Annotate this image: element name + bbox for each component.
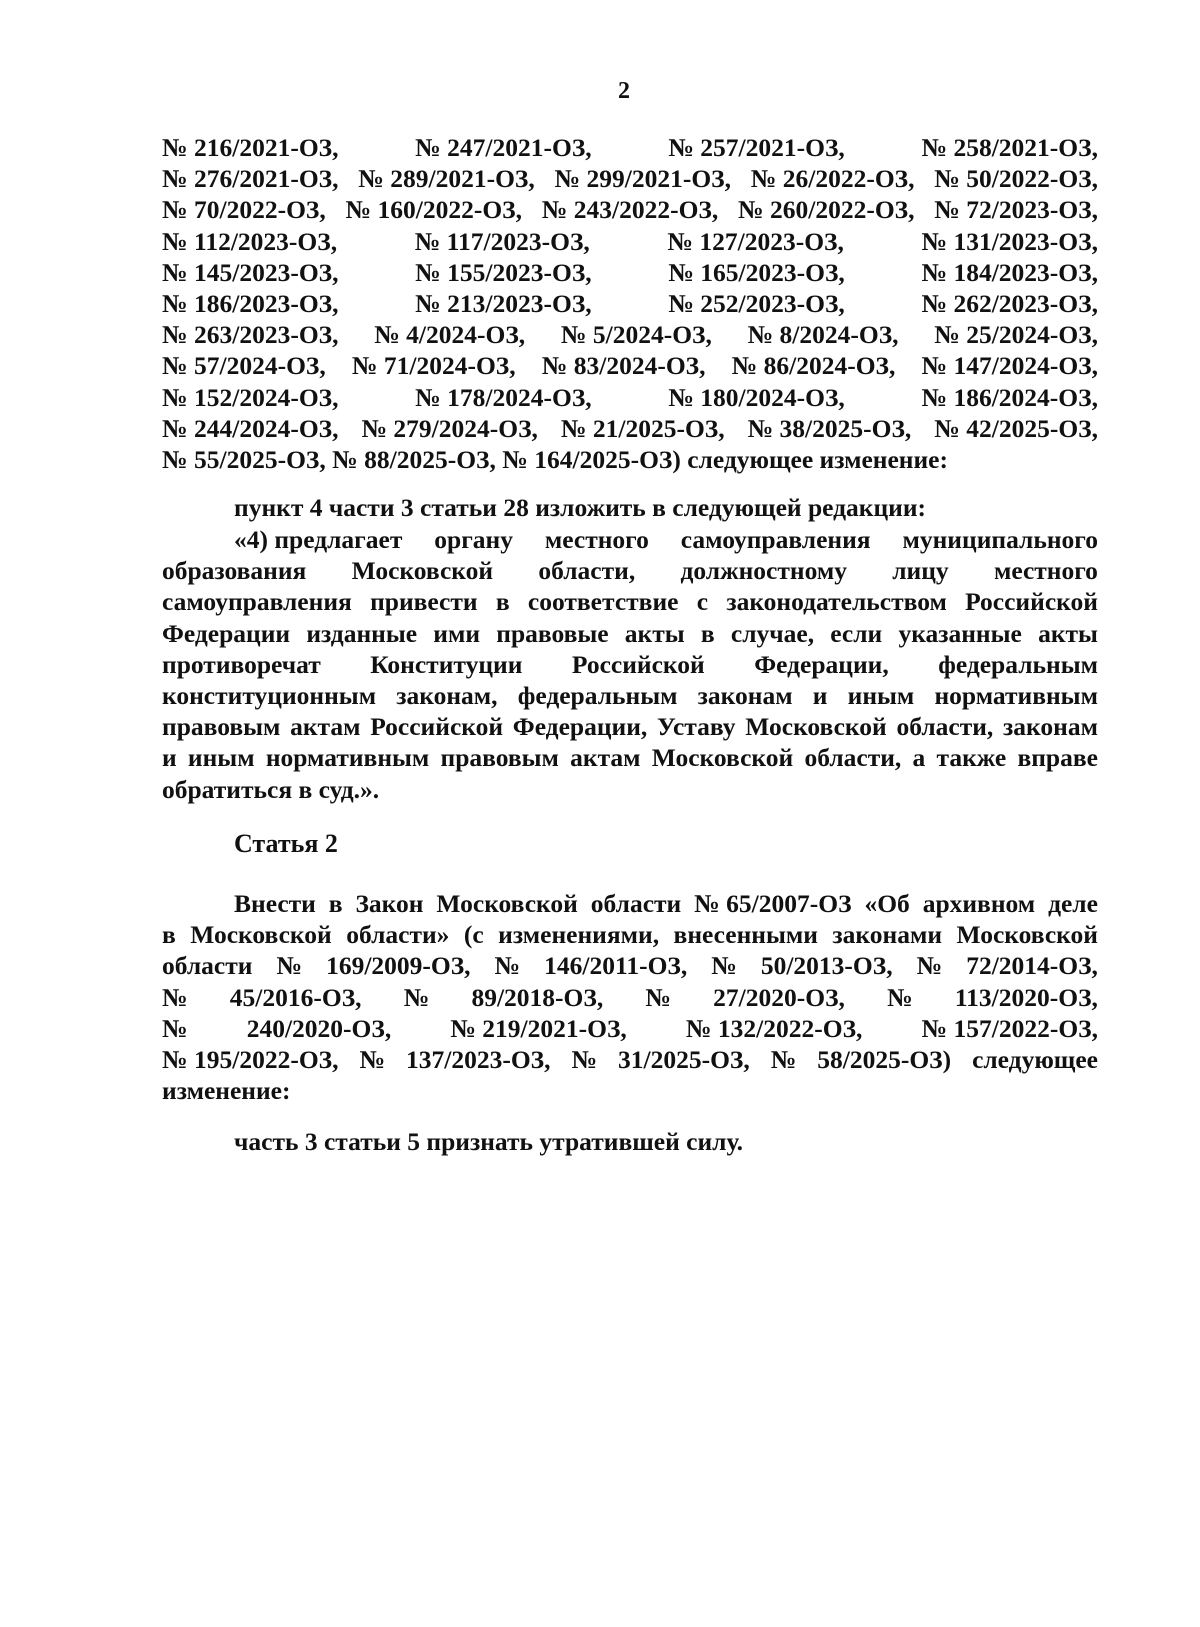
text-token: № 213/2023-ОЗ, (415, 288, 592, 318)
text-token: № (162, 982, 188, 1012)
text-token: самоуправления (680, 525, 871, 554)
text-line-last: обратиться в суд.». (162, 774, 380, 804)
text-token: случае, (730, 618, 815, 648)
text-token: № (571, 1044, 598, 1074)
text-token: Московской (956, 920, 1098, 950)
text-token: № (711, 951, 737, 981)
quoted-new-wording (162, 524, 1098, 805)
text-token: Закон (355, 889, 424, 918)
text-line (162, 618, 1098, 649)
text-token: «4) предлагает (234, 525, 403, 554)
text-token: № 25/2024-ОЗ, (934, 320, 1098, 350)
text-token: № 195/2022-ОЗ, (162, 1044, 339, 1074)
text-line (162, 413, 1098, 444)
text-token: 45/2016-ОЗ, (229, 982, 362, 1012)
text-token: Федерации, (754, 649, 889, 679)
text-token: органу (434, 525, 513, 554)
text-token: № 279/2024-ОЗ, (361, 413, 538, 443)
text-token: № 127/2023-ОЗ, (667, 226, 844, 256)
text-token: (с (463, 920, 484, 950)
text-line (162, 319, 1098, 350)
text-token: 169/2009-ОЗ, (326, 951, 471, 981)
text-token: Московской (651, 743, 794, 773)
text-token: Уставу (657, 712, 736, 742)
text-token: № (403, 982, 430, 1012)
text-token: следующее (972, 1044, 1098, 1074)
text-token: противоречат (162, 649, 321, 679)
text-token: образования (162, 556, 307, 586)
text-token: изданные (306, 618, 418, 648)
text-token: а (912, 743, 926, 773)
text-line (162, 132, 1098, 163)
text-token: 27/2020-ОЗ, (713, 982, 845, 1012)
text-token: лицу (892, 556, 949, 586)
text-token: местного (993, 556, 1098, 586)
text-token: № 21/2025-ОЗ, (560, 413, 725, 443)
text-token: ими (433, 618, 481, 648)
text-token: № (645, 982, 671, 1012)
text-token: иным (187, 743, 255, 773)
text-token: области, (538, 556, 636, 586)
text-line (162, 586, 1098, 617)
text-token: № 186/2024-ОЗ, (921, 382, 1098, 412)
text-token: и (162, 743, 177, 773)
text-token: также (936, 743, 1007, 773)
text-token: правовые (496, 618, 609, 648)
text-token: № 260/2022-ОЗ, (738, 195, 915, 225)
text-line (162, 555, 1098, 586)
text-token: Московской (351, 556, 494, 586)
text-token: нормативным (265, 743, 430, 773)
text-token: муниципального (902, 525, 1098, 554)
text-token: № 180/2024-ОЗ, (668, 382, 845, 412)
text-line (162, 288, 1098, 319)
text-token: в (328, 889, 343, 918)
text-token: № 86/2024-ОЗ, (731, 351, 896, 381)
text-token: самоуправления (162, 587, 352, 617)
text-token: № 65/2007-ОЗ (694, 889, 852, 918)
text-line (162, 382, 1098, 413)
text-token: 89/2018-ОЗ, (471, 982, 604, 1012)
text-token: и (812, 680, 828, 710)
text-token: № 4/2024-ОЗ, (374, 320, 526, 350)
text-token: законам, (396, 680, 498, 710)
text-token: Российской (571, 649, 705, 679)
text-token: нормативным (934, 680, 1098, 710)
text-token: № 145/2023-ОЗ, (162, 257, 339, 287)
text-token: местного (544, 525, 649, 554)
text-token: Федерации, (512, 712, 648, 742)
text-token: № 243/2022-ОЗ, (541, 195, 719, 225)
text-line (162, 226, 1098, 257)
text-token: 31/2025-ОЗ, (618, 1044, 750, 1074)
text-token: № 131/2023-ОЗ, (921, 226, 1098, 256)
text-token: 113/2020-ОЗ, (954, 982, 1098, 1012)
closing-provision: часть 3 статьи 5 признать утратившей силу. (234, 1127, 744, 1156)
text-token: федеральным (938, 649, 1098, 679)
text-token: № 219/2021-ОЗ, (450, 1013, 627, 1043)
text-token: № 247/2021-ОЗ, (415, 133, 592, 162)
text-token: если (830, 618, 883, 648)
text-token: № 57/2024-ОЗ, (162, 351, 326, 381)
text-token: 50/2013-ОЗ, (760, 951, 893, 981)
text-token: № (359, 1044, 386, 1074)
text-token: области (590, 889, 682, 918)
text-token: № 83/2024-ОЗ, (541, 351, 706, 381)
text-line (162, 257, 1098, 288)
text-token: конституционным (162, 680, 377, 710)
text-token: № 289/2021-ОЗ, (358, 164, 535, 194)
text-token: № 152/2024-ОЗ, (162, 382, 339, 412)
text-token: актам (570, 743, 641, 773)
text-token: Московской (745, 712, 887, 742)
text-token: № 147/2024-ОЗ, (921, 351, 1098, 381)
text-token: Конституции (370, 649, 523, 679)
paragraph-intro: пункт 4 части 3 статьи 28 изложить в следующей редакции: (234, 493, 927, 522)
text-token: № 117/2023-ОЗ, (414, 226, 590, 256)
text-token: указанные (898, 618, 1022, 648)
text-token: № 112/2023-ОЗ, (162, 226, 338, 256)
text-token: Российской (965, 587, 1098, 617)
text-token: № 216/2021-ОЗ, (162, 133, 339, 162)
text-token: № (770, 1044, 797, 1074)
article-2-body (162, 888, 1098, 1106)
text-token: № 165/2023-ОЗ, (668, 257, 845, 287)
text-line (162, 982, 1098, 1013)
text-token: № 258/2021-ОЗ, (921, 133, 1098, 162)
text-line (162, 194, 1098, 225)
text-token: 240/2020-ОЗ, (246, 1013, 392, 1043)
text-token: № 262/2023-ОЗ, (921, 288, 1098, 318)
page-number: 2 (618, 78, 630, 104)
text-token: соответствие (527, 587, 679, 617)
text-line (162, 919, 1098, 950)
text-line (162, 950, 1098, 981)
text-token: № 263/2023-ОЗ, (162, 320, 339, 350)
text-token: области, (896, 712, 994, 742)
text-token: № 160/2022-ОЗ, (345, 195, 522, 225)
text-token: иным (847, 680, 915, 710)
text-line (162, 1044, 1098, 1075)
text-line-last: изменение: (162, 1076, 291, 1106)
text-token: области, (804, 743, 902, 773)
text-token: «Об (864, 889, 910, 918)
text-token: № (916, 951, 943, 981)
text-token: в (162, 920, 176, 950)
text-token: 137/2023-ОЗ, (406, 1044, 551, 1074)
text-token: акты (1038, 618, 1098, 648)
text-token: 146/2011-ОЗ, (544, 951, 688, 981)
text-token: Внести (234, 889, 316, 918)
text-line (162, 680, 1098, 711)
text-token: в (700, 618, 715, 648)
text-line (162, 1013, 1098, 1044)
text-token: № 184/2023-ОЗ, (921, 257, 1098, 287)
text-token: законам (1003, 712, 1098, 742)
text-line (162, 163, 1098, 194)
text-line (162, 888, 1098, 919)
text-token: архивном (922, 889, 1036, 918)
text-token: Федерации (162, 618, 291, 648)
text-token: № 178/2024-ОЗ, (415, 382, 592, 412)
text-token: с (696, 587, 709, 617)
text-token: № 5/2024-ОЗ, (560, 320, 712, 350)
text-token: федеральным (517, 680, 678, 710)
text-token: № (494, 951, 521, 981)
text-token: области» (346, 920, 450, 950)
text-line (162, 742, 1098, 773)
text-token: № 257/2021-ОЗ, (668, 133, 845, 162)
text-token: № 42/2025-ОЗ, (934, 413, 1098, 443)
text-token: изменениями, (498, 920, 660, 950)
text-line (162, 350, 1098, 381)
text-token: вправе (1017, 743, 1098, 773)
text-token: № (276, 951, 303, 981)
text-token: № 72/2023-ОЗ, (934, 195, 1098, 225)
text-token: правовым (162, 712, 281, 742)
text-token: деле (1048, 889, 1098, 918)
text-token: № 38/2025-ОЗ, (747, 413, 912, 443)
text-line (162, 524, 1098, 555)
text-line-last: № 55/2025-ОЗ, № 88/2025-ОЗ, № 164/2025-ОЗ) следующее изменение: (162, 444, 948, 474)
text-token: акты (624, 618, 685, 648)
text-token: № 50/2022-ОЗ, (934, 164, 1098, 194)
text-token: № 8/2024-ОЗ, (747, 320, 899, 350)
text-token: 72/2014-ОЗ, (966, 951, 1098, 981)
text-line (162, 711, 1098, 742)
amendment-references (162, 132, 1098, 475)
text-token: привести (370, 587, 478, 617)
text-token: Российской (370, 712, 504, 742)
text-token: № 155/2023-ОЗ, (415, 257, 592, 287)
text-token: № 244/2024-ОЗ, (162, 413, 339, 443)
text-token: № (162, 1013, 188, 1043)
text-token: законодательством (726, 587, 947, 617)
text-token: № 186/2023-ОЗ, (162, 288, 339, 318)
text-token: 58/2025-ОЗ) (817, 1044, 952, 1074)
text-token: № 70/2022-ОЗ, (162, 195, 326, 225)
text-token: № 71/2024-ОЗ, (351, 351, 516, 381)
text-token: № 26/2022-ОЗ, (750, 164, 915, 194)
text-token: правовым (440, 743, 559, 773)
text-token: № 299/2021-ОЗ, (554, 164, 731, 194)
text-token: актам (290, 712, 361, 742)
text-token: в (495, 587, 510, 617)
text-token: Московской (190, 920, 332, 950)
text-token: № 252/2023-ОЗ, (668, 288, 845, 318)
text-line (162, 649, 1098, 680)
text-token: области (162, 951, 253, 981)
text-token: законами (832, 920, 943, 950)
text-token: Московской (436, 889, 578, 918)
text-token: внесенными (673, 920, 818, 950)
text-token: № 276/2021-ОЗ, (162, 164, 339, 194)
text-token: должностному (680, 556, 847, 586)
text-token: законам (697, 680, 793, 710)
text-token: № 157/2022-ОЗ, (921, 1013, 1098, 1043)
text-token: № 132/2022-ОЗ, (685, 1013, 863, 1043)
article-heading: Статья 2 (234, 829, 338, 858)
text-token: № (887, 982, 913, 1012)
